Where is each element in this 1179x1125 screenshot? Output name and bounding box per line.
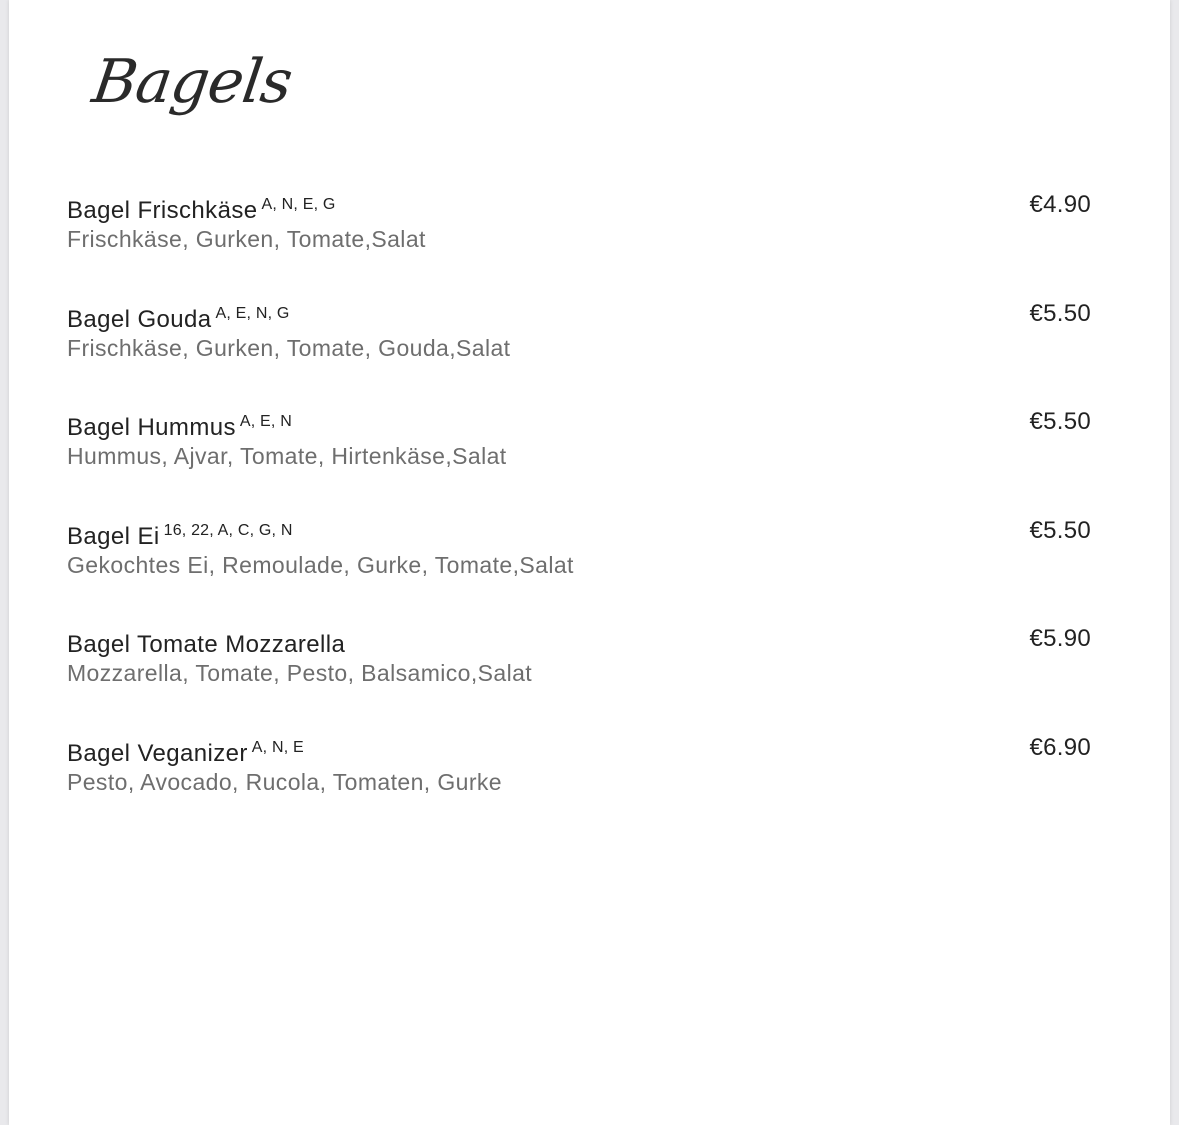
menu-item-description: Mozzarella, Tomate, Pesto, Balsamico,Salat xyxy=(67,660,533,686)
menu-item[interactable] xyxy=(67,514,1091,623)
menu-item-description: Hummus, Ajvar, Tomate, Hirtenkäse,Salat xyxy=(67,443,507,469)
menu-item-price: €5.50 xyxy=(1029,299,1091,327)
menu-item-name-row xyxy=(67,188,336,228)
menu-item-name: Bagel Gouda xyxy=(67,305,212,333)
menu-item-allergens: A, E, N xyxy=(239,413,292,430)
menu-item[interactable] xyxy=(67,188,1091,297)
menu-item-allergens: A, N, E, G xyxy=(261,196,336,213)
menu-item-name-row xyxy=(67,731,304,771)
menu-item-name: Bagel Tomate Mozzarella xyxy=(67,631,346,658)
menu-item-name: Bagel Hummus xyxy=(67,414,236,441)
menu-item-price: €5.50 xyxy=(1029,516,1091,544)
menu-item-price: €6.90 xyxy=(1029,733,1091,761)
menu-item-price: €5.50 xyxy=(1029,408,1091,435)
menu-page xyxy=(9,0,1170,1125)
menu-item-name-row xyxy=(67,405,292,445)
menu-item[interactable] xyxy=(67,405,1091,514)
menu-title: Bagels xyxy=(88,47,296,117)
menu-item[interactable] xyxy=(67,297,1091,406)
menu-item-name: Bagel Veganizer xyxy=(67,739,248,767)
menu-item-name: Bagel Ei xyxy=(67,522,160,550)
menu-item-name-row xyxy=(67,514,293,554)
menu-item-allergens: A, E, N, G xyxy=(215,304,290,322)
menu-item-name-row xyxy=(67,297,290,337)
menu-item-price: €5.90 xyxy=(1029,625,1091,652)
menu-item-list xyxy=(67,188,1091,839)
menu-item[interactable] xyxy=(67,731,1091,840)
menu-item[interactable] xyxy=(67,622,1091,731)
menu-item-allergens: 16, 22, A, C, G, N xyxy=(163,521,293,539)
menu-item-allergens: A, N, E xyxy=(251,738,304,756)
menu-item-name-row xyxy=(67,622,349,662)
menu-item-description: Gekochtes Ei, Remoulade, Gurke, Tomate,Salat xyxy=(67,551,574,578)
menu-item-description: Pesto, Avocado, Rucola, Tomaten, Gurke xyxy=(67,768,502,795)
menu-item-description: Frischkäse, Gurken, Tomate,Salat xyxy=(67,226,426,252)
menu-item-description: Frischkäse, Gurken, Tomate, Gouda,Salat xyxy=(67,334,511,361)
menu-item-price: €4.90 xyxy=(1029,191,1091,218)
menu-item-name: Bagel Frischkäse xyxy=(67,197,258,224)
